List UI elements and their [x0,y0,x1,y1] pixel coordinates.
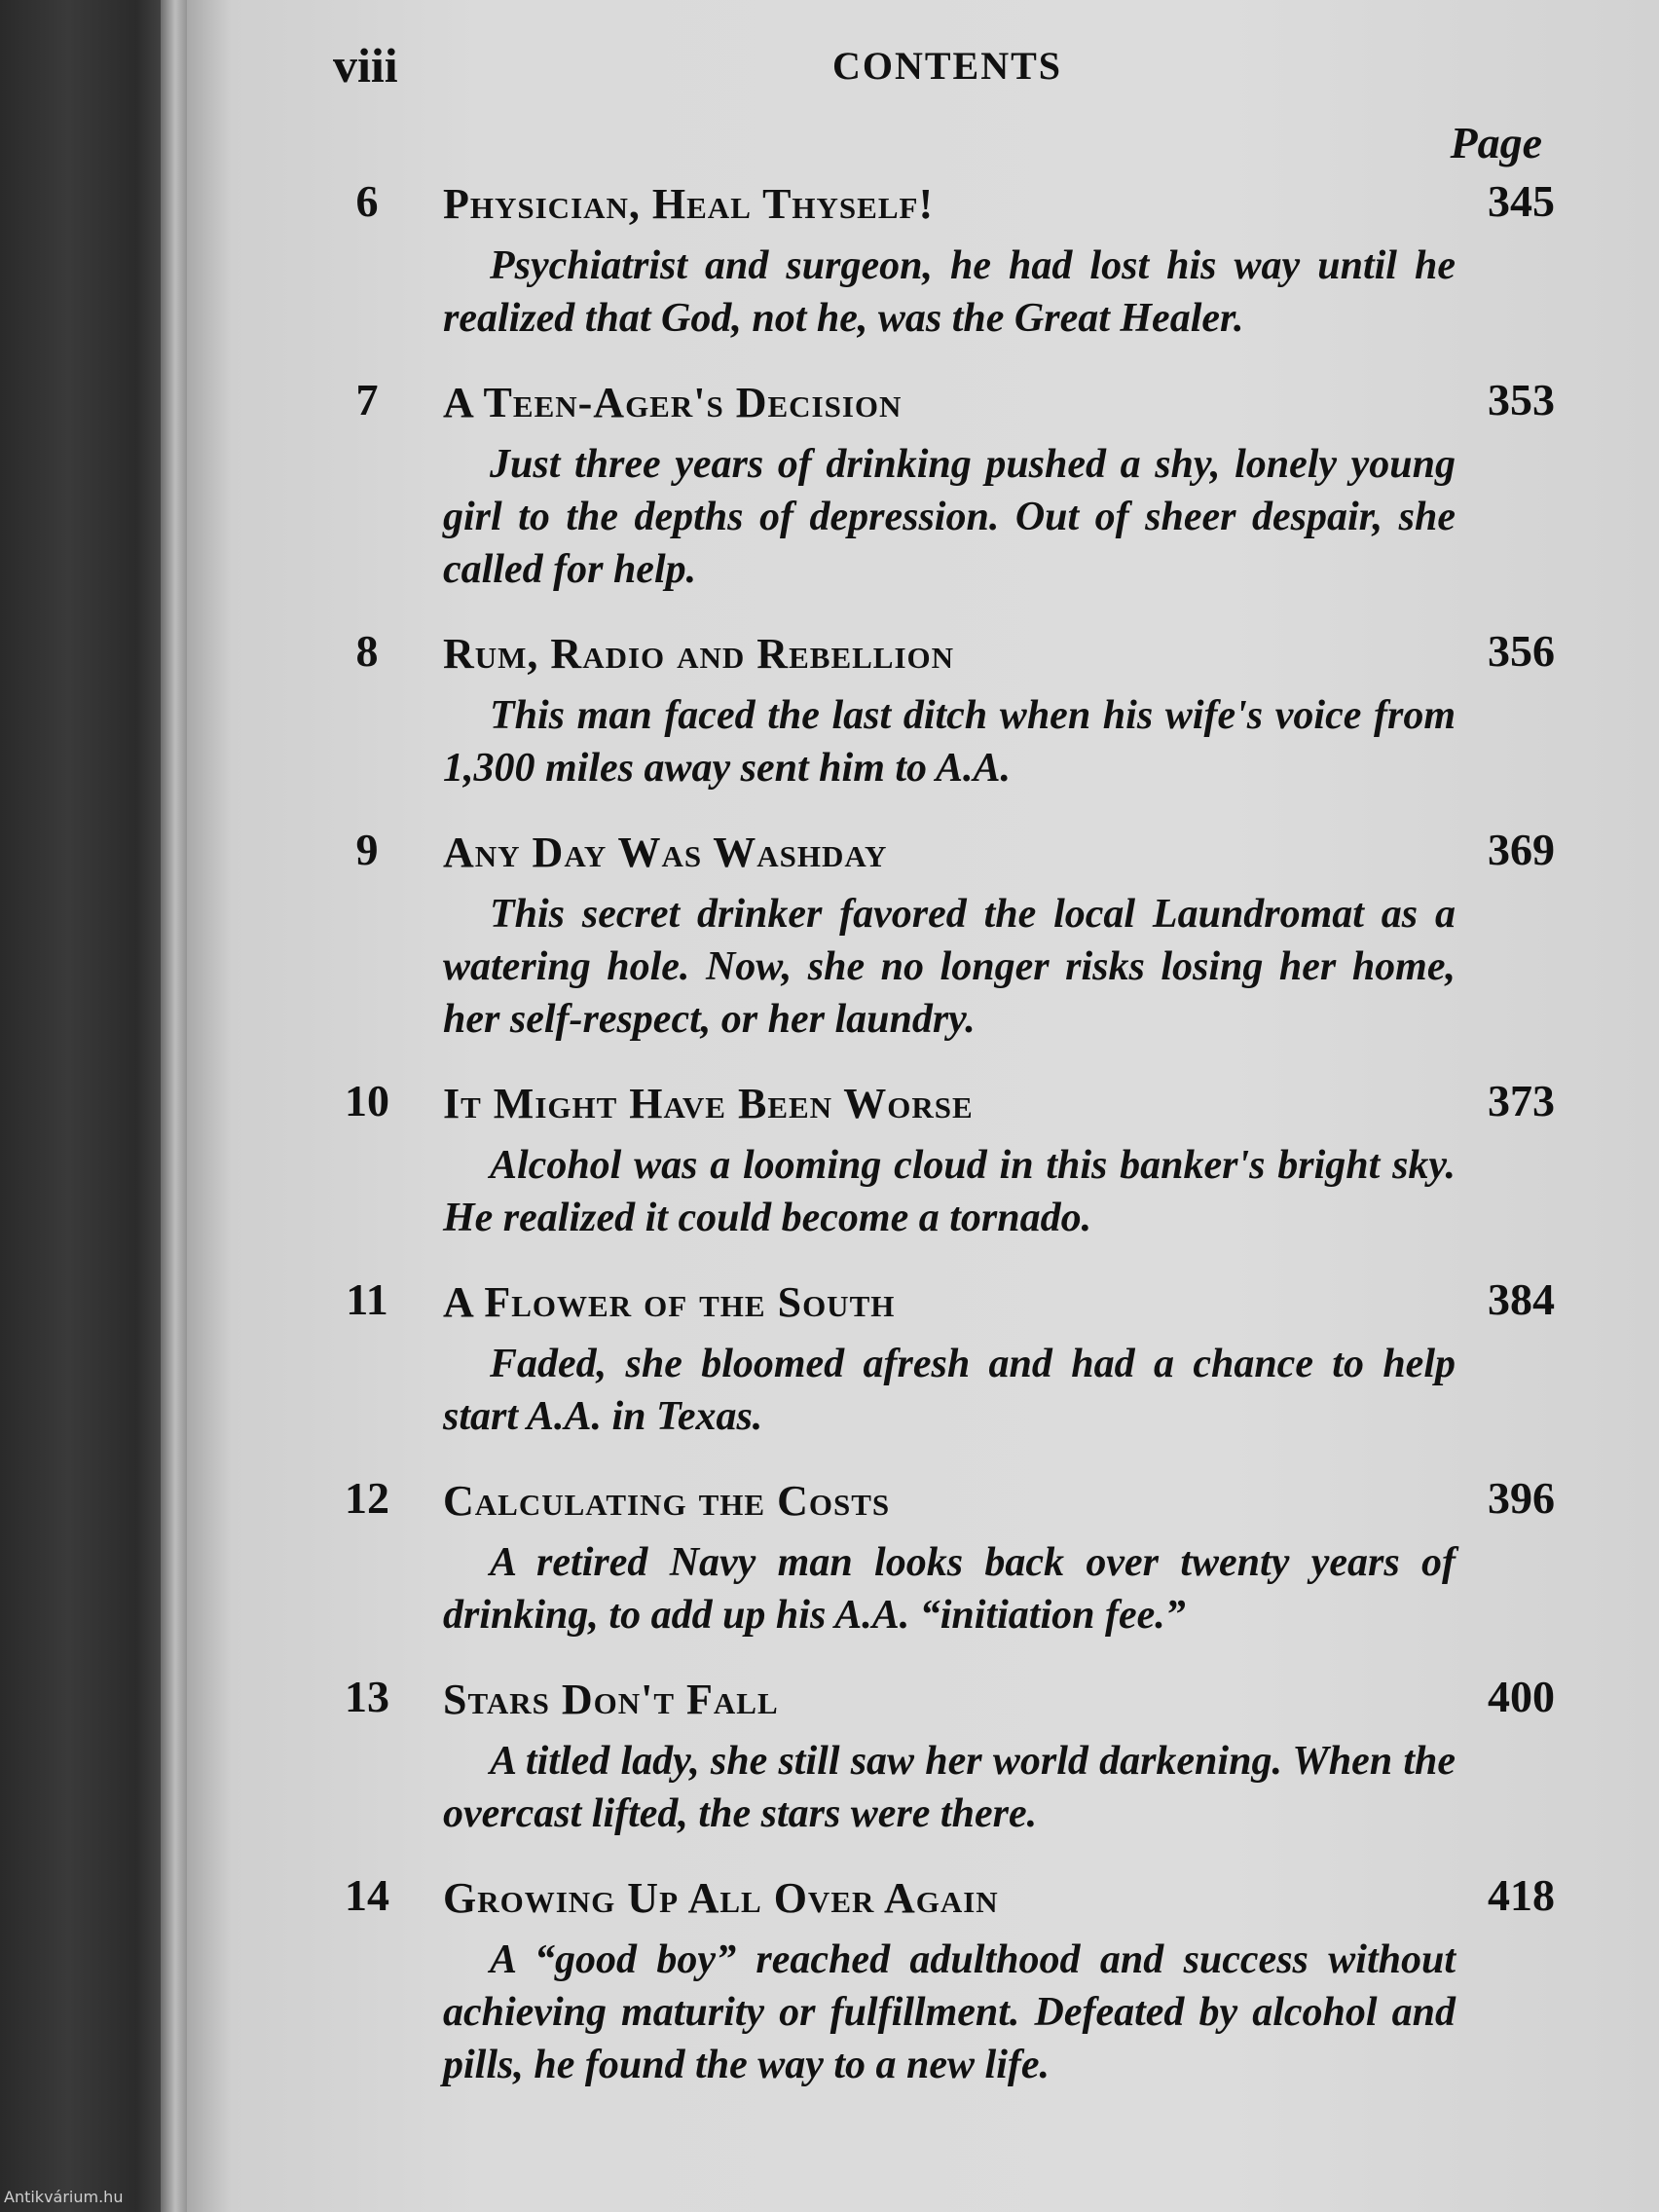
contents-entry [328,1869,1555,2091]
entry-page: 384 [1488,1274,1555,1324]
entry-page: 418 [1488,1870,1555,1920]
entry-description: A titled lady, she still saw her world darkening. When the overcast lifted, the stars were there. [443,1739,1456,1836]
entry-description: Psychiatrist and surgeon, he had lost his way until he realized that God, not he, was the Great Healer. [443,243,1456,341]
contents-entry [328,1273,1555,1443]
entry-title: A Flower of the South [443,1278,896,1326]
entry-description: This man faced the last ditch when his wife's voice from 1,300 miles away sent him to A.A. [443,693,1456,791]
contents-entry [328,175,1555,345]
page-edge [161,0,190,2212]
contents-entry [328,374,1555,596]
entry-description: Faded, she bloomed afresh and had a chance to help start A.A. in Texas. [443,1342,1456,1439]
entry-number: 12 [345,1473,389,1523]
entry-page: 373 [1488,1076,1555,1125]
entry-number: 6 [355,176,379,226]
entry-page: 396 [1488,1473,1555,1523]
entry-number: 9 [355,825,379,874]
entry-description: A “good boy” reached adulthood and success without achieving maturity or fulfillment. Defeated by alcohol and pills, he found the way to a new life. [443,1937,1456,2087]
entry-title: A Teen-Ager's Decision [443,379,903,426]
contents-entry [328,625,1555,794]
entry-title: Calculating the Costs [443,1477,891,1525]
entry-number: 7 [355,375,379,424]
entry-number: 14 [345,1870,389,1920]
entry-page: 369 [1488,825,1555,874]
page-folio: viii [333,38,398,92]
entry-page: 345 [1488,176,1555,226]
entry-title: Growing Up All Over Again [443,1874,999,1922]
entry-page: 356 [1488,626,1555,676]
contents-entry [328,1671,1555,1840]
entry-number: 10 [345,1076,389,1125]
entry-description: Just three years of drinking pushed a shy, lonely young girl to the depths of depression. Out of sheer despair, she called for help. [443,442,1456,592]
entry-title: It Might Have Been Worse [443,1080,974,1127]
entry-description: Alcohol was a looming cloud in this banker's bright sky. He realized it could become a tornado. [443,1143,1456,1240]
entry-description: This secret drinker favored the local Laundromat as a watering hole. Now, she no longer risks losing her home, her self-respect, or her laundry. [443,892,1456,1042]
entry-page: 353 [1488,375,1555,424]
book-spine [0,0,170,2212]
entry-number: 13 [345,1672,389,1721]
page-column-label: Page [1450,118,1542,167]
contents-list [328,175,1555,2120]
book-page [187,0,1659,2212]
entry-title: Rum, Radio and Rebellion [443,630,955,678]
watermark: Antikvárium.hu [4,2188,124,2206]
entry-number: 8 [355,626,379,676]
contents-entry [328,1075,1555,1244]
entry-description: A retired Navy man looks back over twenty years of drinking, to add up his A.A. “initiation fee.” [443,1540,1456,1638]
page-title: CONTENTS [831,44,1063,88]
entry-title: Stars Don't Fall [443,1676,779,1723]
entry-number: 11 [346,1274,388,1324]
entry-title: Any Day Was Washday [443,829,888,876]
entry-title: Physician, Heal Thyself! [443,180,935,228]
contents-entry [328,824,1555,1046]
running-head [333,37,1562,95]
entry-page: 400 [1488,1672,1555,1721]
contents-entry [328,1472,1555,1641]
